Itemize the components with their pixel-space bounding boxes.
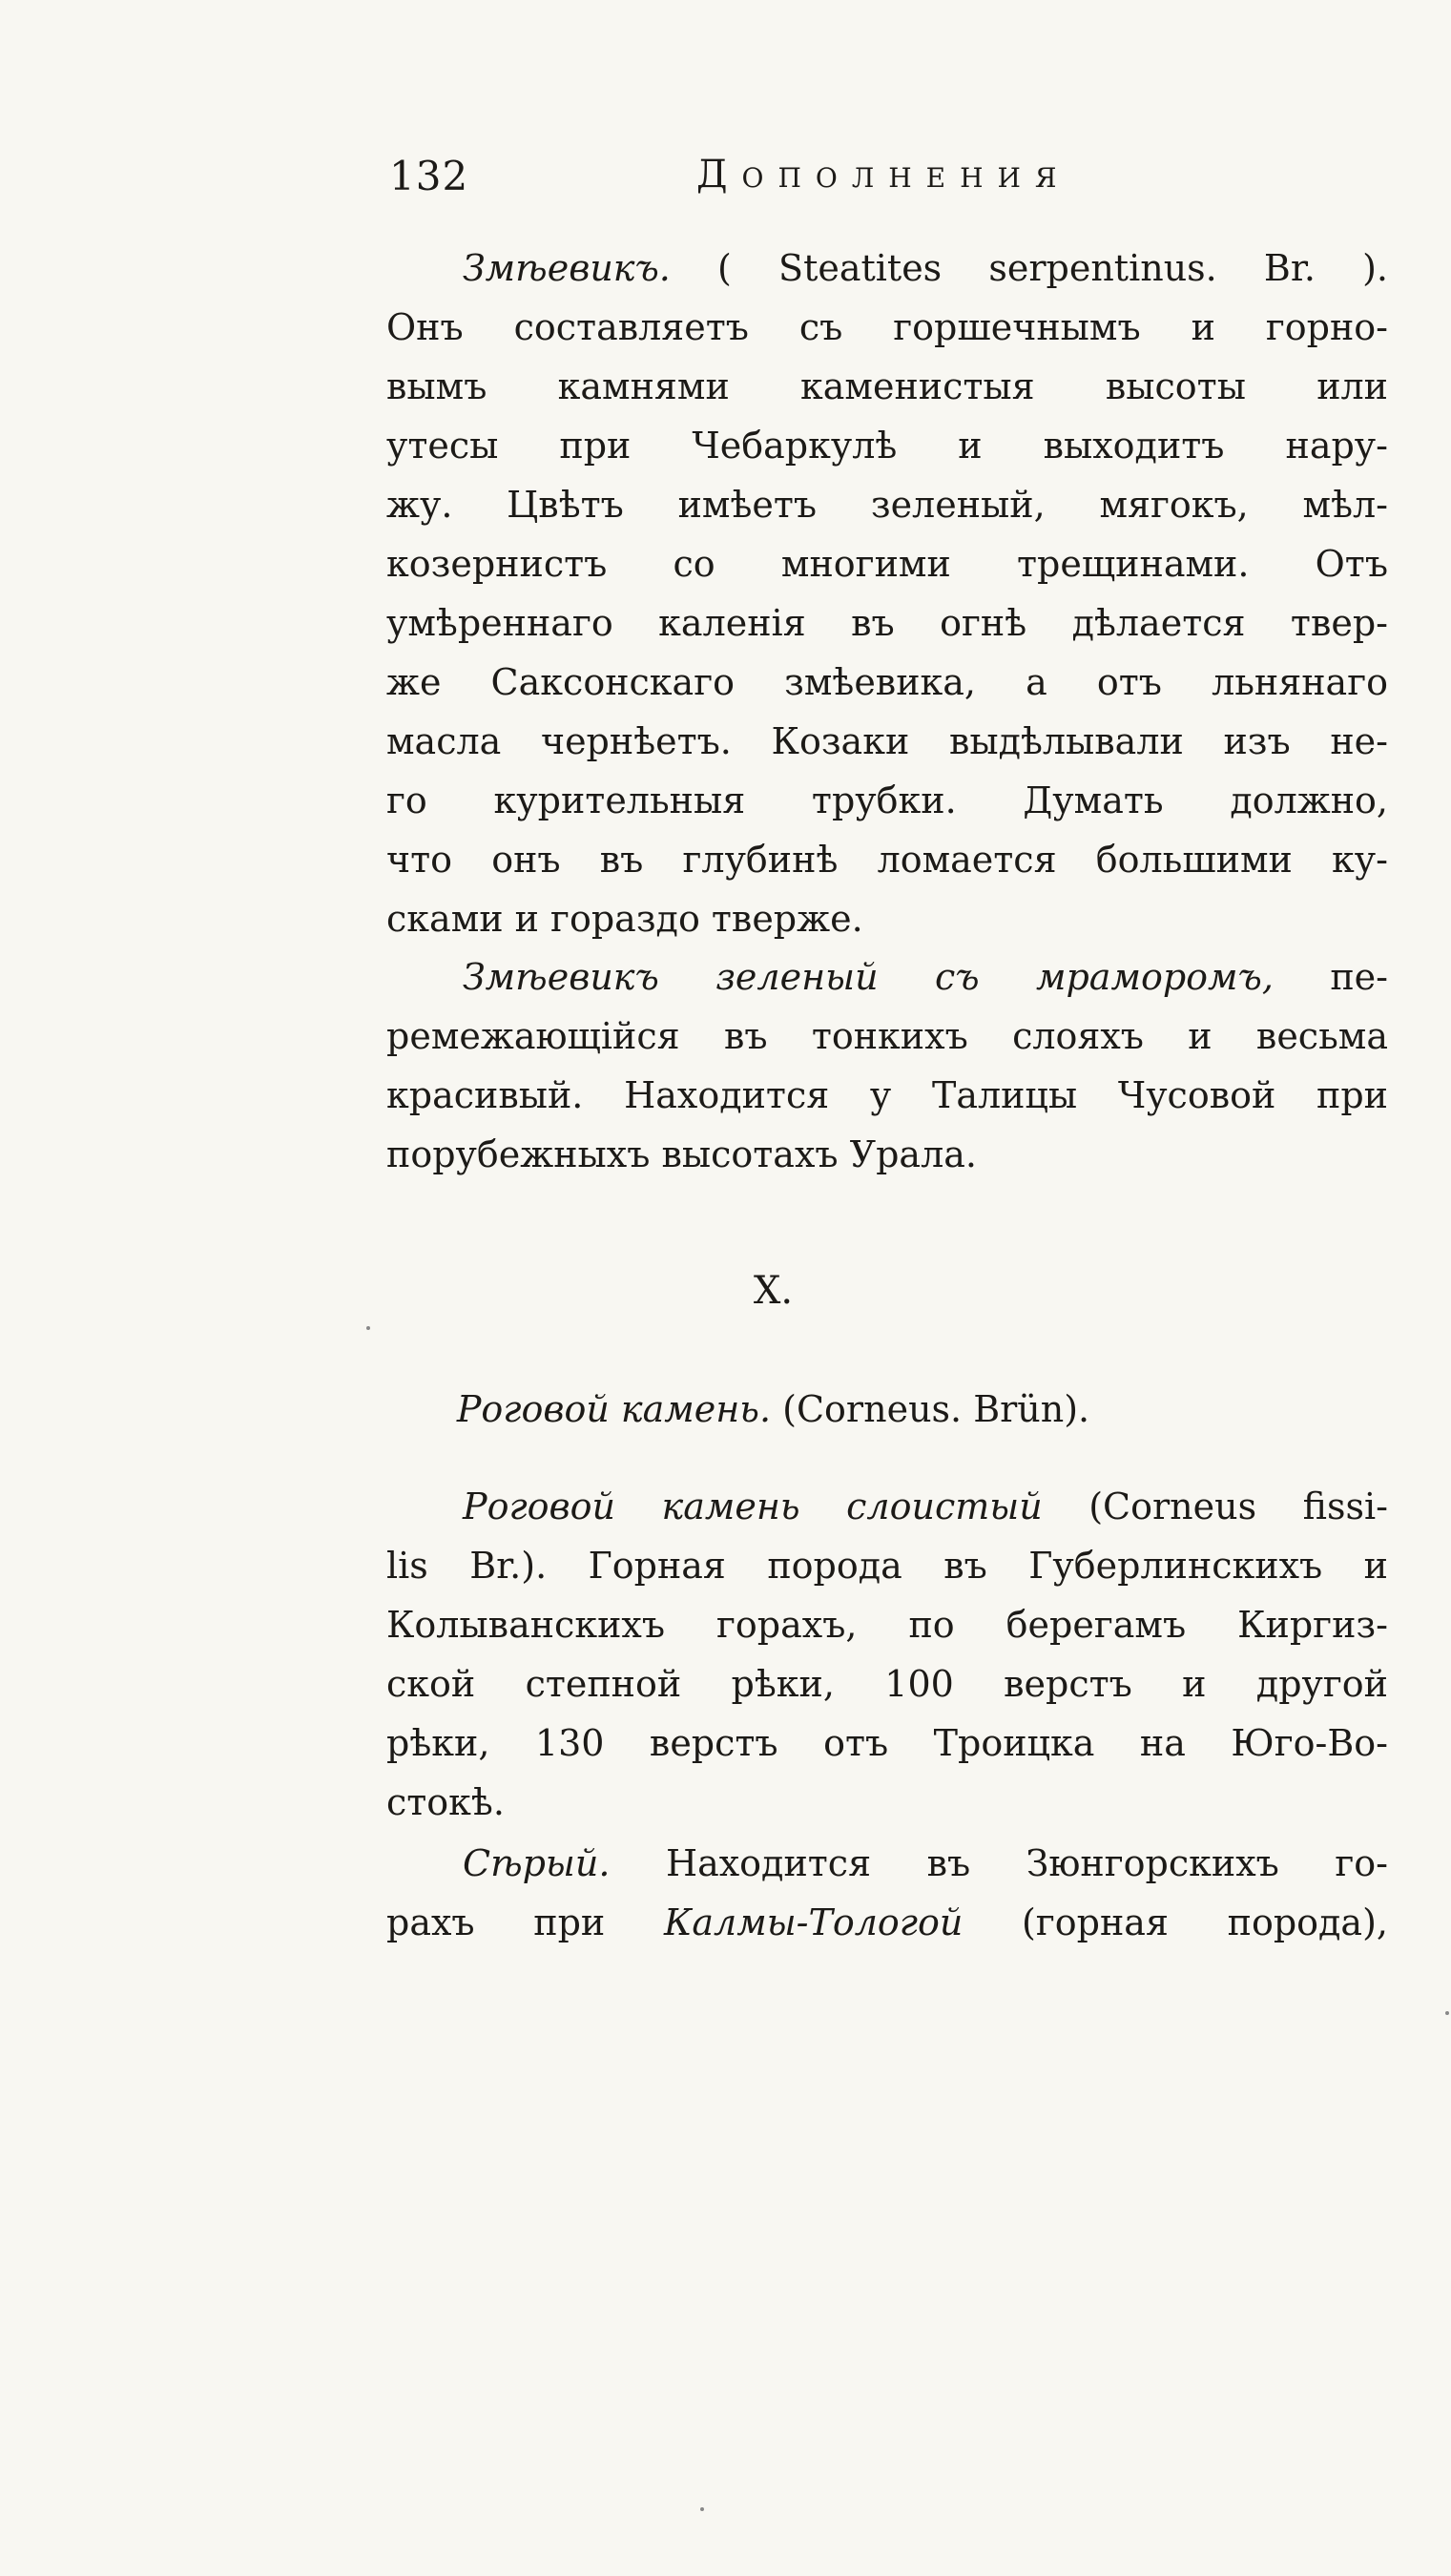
paragraph-corneus-fissilis <box>386 1477 1388 1832</box>
section-number: X. <box>753 1269 794 1313</box>
paper-speck <box>700 2507 704 2511</box>
text-line: жу. Цвѣтъ имѣетъ зеленый, мягокъ, мѣл- <box>386 484 1388 526</box>
text-line: lis Br.). Горная порода въ Губерлинскихъ и <box>386 1545 1388 1587</box>
text-line: Колыванскихъ горахъ, по берегамъ Киргиз- <box>386 1604 1388 1646</box>
text-line: стокѣ. <box>386 1781 505 1823</box>
text-line: Онъ составляетъ съ горшечнымъ и горно- <box>386 306 1388 348</box>
text-line: красивый. Находится у Талицы Чусовой при <box>386 1074 1388 1116</box>
text-line: умѣреннаго каленія въ огнѣ дѣлается твер- <box>386 602 1388 644</box>
text-line: рахъ при Калмы-Тологой (горная порода), <box>386 1901 1388 1943</box>
text-line: Сѣрый. Находится въ Зюнгорскихъ го- <box>463 1842 1388 1884</box>
page-number: 132 <box>389 153 469 199</box>
text-line: же Саксонскаго змѣевика, а отъ льнянаго <box>386 661 1388 703</box>
text-line: сками и гораздо тверже. <box>386 898 863 940</box>
paper-speck <box>1445 2011 1449 2015</box>
running-title: Дополнения <box>696 153 1071 197</box>
text-line: масла чернѣетъ. Козаки выдѣлывали изъ не- <box>386 720 1388 762</box>
text-line: Змѣевикъ. ( Steatites serpentinus. Br. ). <box>463 247 1388 289</box>
section-heading: Роговой камень. (Corneus. Brün). <box>456 1388 1090 1430</box>
text-line: Змѣевикъ зеленый съ мраморомъ, пе- <box>463 956 1388 998</box>
text-line: Роговой камень слоистый (Corneus fissi- <box>463 1485 1388 1527</box>
text-line: го курительныя трубки. Думать должно, <box>386 779 1388 821</box>
text-line: порубежныхъ высотахъ Урала. <box>386 1133 977 1175</box>
paragraph-seryi <box>386 1834 1388 1952</box>
page-header <box>389 153 1152 210</box>
text-line: ской степной рѣки, 100 верстъ и другой <box>386 1663 1388 1705</box>
text-line: утесы при Чебаркулѣ и выходитъ нару- <box>386 425 1388 467</box>
text-line: что онъ въ глубинѣ ломается большими ку- <box>386 839 1388 881</box>
text-line: козернистъ со многими трещинами. Отъ <box>386 543 1388 585</box>
paragraph-zmeevik-green <box>386 947 1388 1184</box>
text-line: ремежающійся въ тонкихъ слояхъ и весьма <box>386 1015 1388 1057</box>
text-line: рѣки, 130 верстъ отъ Троицка на Юго-Во- <box>386 1722 1388 1764</box>
paragraph-zmeevik <box>386 239 1388 948</box>
paper-speck <box>366 1326 370 1330</box>
text-line: вымъ камнями каменистыя высоты или <box>386 365 1388 407</box>
